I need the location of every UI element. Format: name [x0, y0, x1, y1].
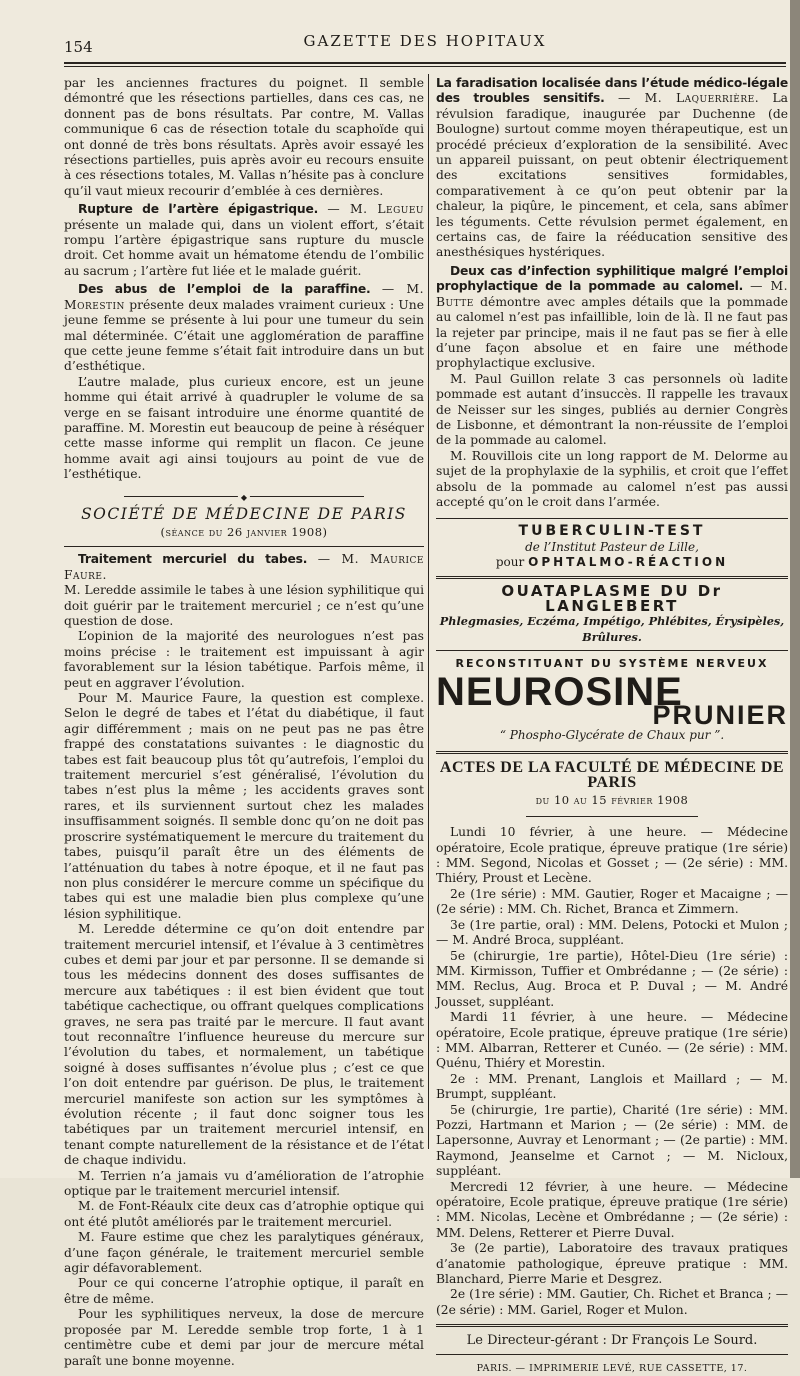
divider: [436, 1324, 788, 1327]
actes-title: ACTES DE LA FACULTÉ DE MÉDECINE DE PARIS: [439, 759, 785, 792]
article-author: — M. Butte: [436, 279, 788, 309]
ad-title: TUBERCULIN-TEST: [518, 523, 706, 540]
paragraph: M. Faure estime que chez les paralytiques généraux, d’une façon générale, le traitement mercuriel semble agir défavorablement.: [64, 1230, 424, 1276]
article-heading: Rupture de l’artère épigastrique.: [78, 202, 319, 217]
paragraph: M. Paul Guillon relate 3 cas personnels où ladite pommade est autant d’insuccès. Il rappelle les travaux de Neisser sur les singes, publiés au dernier Congrès de Lisbonne, et démontrant la non-réussite de l’emploi de la pommade au calomel.: [436, 371, 788, 448]
paragraph: présente deux malades vraiment curieux : Une jeune femme se présente à lui pour une tumeur du sein mal déterminée. C’était une agglomération de paraffine que cette jeune femme s’était fait introduire dans un but d’esthétique.: [64, 297, 424, 374]
exam-entry: 3e (2e partie), Laboratoire des travaux pratiques d’anatomie pathologique, épreuve pratique : MM. Blanchard, Pierre Marie et Desgrez.: [436, 1241, 788, 1287]
exam-entry: 2e (1re série) : MM. Gautier, Roger et Macaigne ; — (2e série) : MM. Ch. Richet, Branca et Zimmern.: [436, 886, 788, 917]
paragraph: démontre avec amples détails que la pommade au calomel n’est pas infaillible, loin de là. Il ne faut pas la rejeter par principe, mais il ne faut pas se fier à elle d’une façon absolue et en faire une méthode prophylactique exclusive.: [436, 294, 788, 371]
exam-entry: Lundi 10 février, à une heure. — Médecine opératoire, Ecole pratique, épreuve pratique (1re série) : MM. Segond, Nicolas et Gosset ; — (2e série) : MM. Thiéry, Proust et Lecène.: [436, 825, 788, 886]
paragraph: Pour ce qui concerne l’atrophie optique, il paraît en être de même.: [64, 1276, 424, 1306]
exam-entry: 5e (chirurgie, 1re partie), Hôtel-Dieu (1re série) : MM. Kirmisson, Tuffier et Ombrédanne ; — (2e série) : MM. Reclus, Aug. Broca et P. Duval ; — M. André Jousset, suppléant.: [436, 948, 788, 1009]
society-session-date: (séance du 26 janvier 1908): [160, 524, 328, 539]
ad-tagline: RECONSTITUANT DU SYSTÈME NERVEUX: [455, 657, 769, 671]
exam-entry: Mercredi 12 février, à une heure. — Médecine opératoire, Ecole pratique, épreuve pratique (1re série) : MM. Nicolas, Lecène et Ombrédanne ; — (2e série) : MM. Delens, Retterer et Pierre Duval.: [436, 1179, 788, 1240]
article-syphilis: [436, 264, 788, 372]
paragraph: Pour M. Maurice Faure, la question est complexe. Selon le degré de tabes et l’état du diabétique, il faut agir différemment ; mais on ne peut pas ne pas être frappé des constatations suivantes : le diagnostic du tabes est fait beaucoup plus tôt qu’autrefois, l’emploi du traitement mercuriel s’est généralisé, l’évolution du tabes n’est plus la même ; les accidents graves sont rares, et ils surviennent surtout chez les malades insuffisamment soignés. Il semble donc qu’on ne doit pas proscrire systématiquement le mercure du traitement du tabes, puisqu’il paraît être un des éléments de l’atténuation du tabes à notre époque, et il ne faut pas non plus considérer le mercure comme un spécifique du tabes qui est une maladie bien plus complexe qu’une lésion syphilitique.: [64, 691, 424, 921]
page-header: [64, 28, 786, 58]
section-separator: [64, 489, 424, 503]
ad-pour: pour: [495, 555, 525, 570]
header-rule-thin: [64, 66, 786, 67]
paragraph: La révulsion faradique, inaugurée par Duchenne (de Boulogne) surtout comme moyen thérapeutique, est un procédé précieux d’exploration de la sensibilité. Avec un appareil puissant, on peut obtenir électriquement des excitations sensitives formidables, comparativement à ce qu’on peut obtenir par la chaleur, la piqûre, le pincement, et cela, sans abîmer les téguments. Cette révulsion permet également, en certains cas, de faire la rééducation sensitive des anesthésiques hystériques.: [436, 91, 788, 260]
separator-ornament: ◆: [238, 490, 250, 505]
paragraph: M. Rouvillois cite un long rapport de M. Delorme au sujet de la prophylaxie de la syphilis, et croit que l’effet absolu de la pommade au calomel n’est pas aussi accepté qu’on le croit dans l’armée.: [436, 448, 788, 509]
actes-dates: du 10 au 15 février 1908: [535, 792, 689, 807]
paragraph: par les anciennes fractures du poignet. Il semble démontré que les résections partielles, dans ces cas, ne donnent pas de bons résultats. Par contre, M. Vallas communique 6 cas de résection totale du scaphoïde qui ont donné de très bons résultats. Après avoir essayé les résections partielles, puis après avoir eu recours ensuite à ces résections totales, M. Vallas n’hésite pas à conclure qu’il vaut mieux recourir d’emblée à ces dernières.: [64, 76, 424, 198]
right-column: [436, 76, 788, 1376]
article-faradisation: [436, 76, 788, 261]
article-author: — M. Legueu: [327, 202, 424, 217]
paragraph: M. Leredde assimile le tabes à une lésion syphilitique qui doit guérir par le traitement mercuriel ; ce n’est qu’une question de dose.: [64, 583, 424, 628]
exam-entry: 5e (chirurgie, 1re partie), Charité (1re série) : MM. Pozzi, Hartmann et Marion ; — (2e série) : MM. de Lapersonne, Auvray et Lenormant ; — (2e partie) : MM. Raymond, Jeanselme et Carnot ; — M. Nicloux, suppléant.: [436, 1102, 788, 1179]
divider: [436, 650, 788, 651]
divider: [436, 576, 788, 579]
ad-subtitle: “ Phospho-Glycérate de Chaux pur ”.: [499, 727, 725, 742]
exam-entry: 2e (1re série) : MM. Gautier, Ch. Richet et Branca ; — (2e série) : MM. Gariel, Roger et Mulon.: [436, 1287, 788, 1317]
printer-line: PARIS. — IMPRIMERIE LEVÉ, RUE CASSETTE, 17.: [476, 1362, 748, 1374]
advertisement-ouataplasme: [436, 581, 788, 646]
divider: [436, 1354, 788, 1355]
divider: [526, 816, 698, 817]
paragraph: Pour les syphilitiques nerveux, la dose de mercure proposée par M. Leredde semble trop forte, 1 à 1 centimètre cube et demi par jour de mercure métal paraît une bonne moyenne.: [64, 1307, 424, 1368]
exam-entry: Mardi 11 février, à une heure. — Médecine opératoire, Ecole pratique, épreuve pratique (1re série) : MM. Albarran, Retterer et Cunéo. — (2e série) : MM. Quénu, Thiéry et Morestin.: [436, 1010, 788, 1071]
article-author: — M. Maurice Faure.: [64, 552, 424, 582]
article-heading: La faradisation localisée dans l’étude médico-légale des troubles sensitifs.: [436, 76, 788, 106]
paragraph: L’opinion de la majorité des neurologues n’est pas moins précise : le traitement est impuissant à agir favorablement sur la lésion tabétique. Parfois même, il peut en aggraver l’évolution.: [64, 629, 424, 690]
divider: [436, 751, 788, 754]
director-line: Le Directeur-gérant : Dr François Le Sourd.: [466, 1333, 758, 1349]
article-author: — M. Morestin: [64, 282, 424, 312]
ad-brand-prunier: PRUNIER: [652, 699, 788, 730]
article-tabes: [64, 552, 424, 583]
paragraph: M. Terrien n’a jamais vu d’amélioration de l’atrophie optique par le traitement mercuriel intensif.: [64, 1168, 424, 1199]
article-paraffine: [64, 282, 424, 374]
article-author: — M. Laquerrière.: [617, 91, 760, 106]
paragraph: présente un malade qui, dans un violent effort, s’était rompu l’artère épigastrique sans rupture du muscle droit. Cet homme avait un hématome étendu de l’ombilic au sacrum ; l’artère fut liée et le malade guérit.: [64, 217, 424, 278]
ad-subtitle: de l’Institut Pasteur de Lille,: [525, 539, 699, 554]
advertisement-tuberculin: [436, 524, 788, 570]
ad-brand: OPHTALMO-RÉACTION: [528, 555, 729, 570]
page-edge: [790, 0, 800, 1178]
paragraph: M. de Font-Réaulx cite deux cas d’atrophie optique qui ont été plutôt améliorés par le traitement mercuriel.: [64, 1199, 424, 1229]
ad-subtitle: Phlegmasies, Eczéma, Impétigo, Phlébites, Érysipèles, Brûlures.: [439, 614, 785, 644]
header-rule: [64, 62, 786, 64]
article-heading: Traitement mercuriel du tabes.: [78, 552, 308, 567]
column-divider: [428, 74, 429, 1149]
paragraph: M. Leredde détermine ce qu’on doit entendre par traitement mercuriel intensif, et l’évalue à 3 centimètres cubes et demi par jour et par personne. Il se demande si tous les médecins donnent des doses suffisantes de mercure aux tabétiques : il est bien évident que tout tabétique cachectique, ou offrant quelques complications graves, ne sera pas traité par le mercure. Il faut avant tout reconnaître l’influence heureuse du mercure sur l’évolution du tabes, et normalement, un tabétique soigné à doses suffisantes n’évolue plus ; c’est ce que l’on doit entendre par guérison. De plus, le traitement mercuriel manifeste son action sur les symptômes à évolution récente ; il faut donc soigner tous les tabétiques par un traitement mercuriel intensif, en tenant compte naturellement de la résistance et de l’état de chaque individu.: [64, 922, 424, 1168]
advertisement-neurosine: [436, 656, 788, 743]
ad-title: OUATAPLASME DU Dr LANGLEBERT: [501, 581, 723, 615]
paragraph: L’autre malade, plus curieux encore, est un jeune homme qui était arrivé à quadrupler le volume de sa verge en se faisant introduire une énorme quantité de paraffine. M. Morestin eut beaucoup de peine à réséquer cette masse informe qui remplit un flacon. Ce jeune homme avait agi ainsi toujours au point de vue de l’esthétique.: [64, 374, 424, 482]
article-heading: Des abus de l’emploi de la paraffine.: [78, 282, 371, 297]
society-title: SOCIÉTÉ DE MÉDECINE DE PARIS: [81, 504, 407, 523]
ad-brand-neurosine: NEUROSINE: [436, 669, 683, 714]
exam-entry: 3e (1re partie, oral) : MM. Delens, Potocki et Mulon ; — M. André Broca, suppléant.: [436, 917, 788, 948]
article-heading: Deux cas d’infection syphilitique malgré l’emploi prophylactique de la pommade au calomel.: [436, 263, 788, 294]
article-rupture: [64, 202, 424, 279]
exam-entry: 2e : MM. Prenant, Langlois et Maillard ; — M. Brumpt, suppléant.: [436, 1071, 788, 1102]
divider: [64, 546, 424, 547]
page-title: GAZETTE DES HOPITAUX: [303, 32, 547, 50]
page-number: 154: [64, 38, 93, 56]
divider: [436, 518, 788, 519]
left-column: [64, 76, 424, 1369]
